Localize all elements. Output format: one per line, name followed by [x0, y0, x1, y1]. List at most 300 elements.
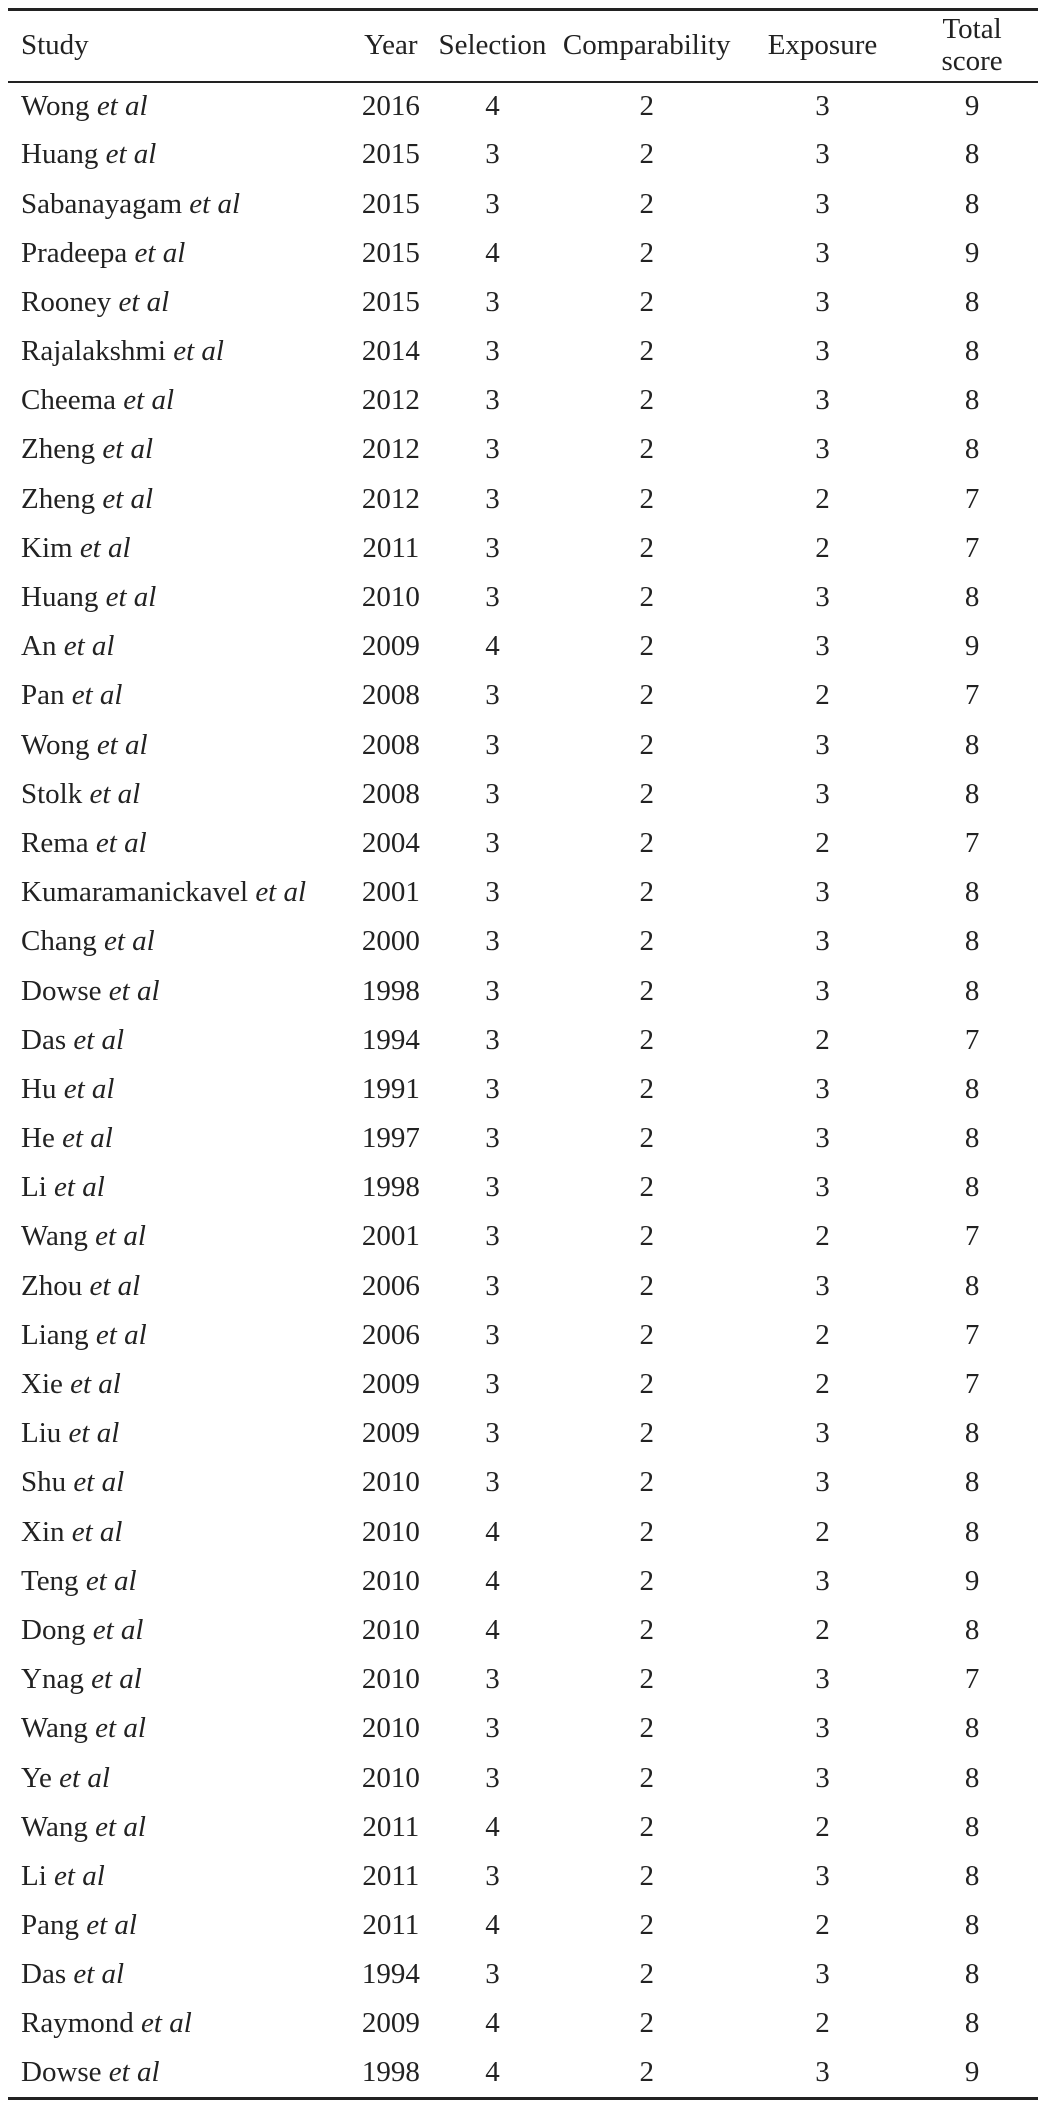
cell-study	[8, 278, 351, 327]
cell-year: 2008	[361, 728, 420, 761]
cell-exposure: 3	[815, 581, 830, 614]
cell-study	[8, 426, 351, 475]
cell-study	[8, 623, 351, 672]
cell-comparability: 2	[639, 531, 654, 564]
cell-exposure: 3	[815, 1122, 830, 1155]
study-author: Liang	[21, 1318, 89, 1351]
cell-study	[8, 819, 351, 868]
table-row	[8, 1852, 1038, 1901]
cell-total-score: 8	[964, 1072, 980, 1105]
cell-year: 2014	[361, 335, 420, 368]
study-author: Pradeepa	[21, 236, 128, 269]
study-et-al: et al	[123, 384, 175, 417]
cell-total-score: 8	[964, 187, 980, 220]
table-row	[8, 1114, 1038, 1163]
cell-selection: 3	[485, 974, 500, 1007]
cell-exposure: 2	[815, 1810, 830, 1843]
study-et-al: et al	[95, 1712, 146, 1745]
cell-total-score: 8	[964, 1810, 980, 1843]
table-row	[8, 770, 1038, 819]
cell-comparability: 2	[639, 1712, 654, 1745]
study-et-al: et al	[102, 433, 154, 466]
cell-total-score: 8	[964, 1269, 980, 1302]
cell-year: 2015	[361, 138, 420, 171]
cell-exposure: 2	[815, 1515, 830, 1548]
table-row	[8, 1803, 1038, 1852]
cell-selection: 4	[485, 1564, 500, 1597]
cell-comparability: 2	[639, 187, 654, 220]
table-row	[8, 967, 1038, 1016]
cell-comparability: 2	[639, 1564, 654, 1597]
study-author: Stolk	[21, 777, 83, 810]
table-row	[8, 918, 1038, 967]
cell-exposure: 2	[815, 531, 830, 564]
cell-total-score: 8	[964, 1122, 980, 1155]
cell-comparability: 2	[639, 384, 654, 417]
cell-total-score: 7	[964, 679, 980, 712]
study-author: Dowse	[21, 974, 102, 1007]
cell-total-score: 8	[964, 1515, 980, 1548]
cell-total-score: 8	[964, 1613, 980, 1646]
table-row	[8, 1065, 1038, 1114]
cell-exposure: 3	[815, 630, 830, 663]
cell-total-score: 8	[964, 581, 980, 614]
cell-study	[8, 1508, 351, 1557]
cell-year: 2015	[361, 236, 420, 269]
header-total-line2: score	[941, 44, 1003, 77]
cell-study	[8, 1311, 351, 1360]
study-et-al: et al	[73, 1958, 125, 1991]
cell-selection: 4	[485, 1810, 500, 1843]
cell-selection: 3	[485, 777, 500, 810]
study-et-al: et al	[108, 974, 160, 1007]
cell-exposure: 3	[815, 89, 830, 122]
cell-selection: 3	[485, 482, 500, 515]
cell-comparability: 2	[639, 433, 654, 466]
cell-total-score: 8	[964, 1417, 980, 1450]
cell-year: 2006	[361, 1318, 420, 1351]
cell-study	[8, 1410, 351, 1459]
study-et-al: et al	[71, 679, 123, 712]
table-row	[8, 475, 1038, 524]
table-row	[8, 180, 1038, 229]
study-et-al: et al	[105, 138, 157, 171]
table-row	[8, 229, 1038, 278]
cell-total-score: 8	[964, 335, 980, 368]
cell-comparability: 2	[639, 1515, 654, 1548]
cell-total-score: 8	[964, 285, 980, 318]
cell-total-score: 9	[964, 236, 980, 269]
cell-total-score: 8	[964, 925, 980, 958]
study-et-al: et al	[54, 1171, 105, 1204]
cell-comparability: 2	[639, 2007, 654, 2040]
table-row	[8, 1606, 1038, 1655]
table-row	[8, 1754, 1038, 1803]
cell-year: 2010	[361, 1712, 420, 1745]
cell-total-score: 7	[964, 482, 980, 515]
table-row	[8, 623, 1038, 672]
header-comparability: Comparability	[555, 10, 739, 82]
cell-total-score: 7	[964, 826, 980, 859]
study-author: Huang	[21, 138, 99, 171]
cell-comparability: 2	[639, 1663, 654, 1696]
cell-exposure: 3	[815, 1564, 830, 1597]
cell-selection: 3	[485, 285, 500, 318]
cell-year: 2000	[361, 925, 420, 958]
cell-year: 2008	[361, 679, 420, 712]
table-row	[8, 1016, 1038, 1065]
cell-exposure: 2	[815, 1023, 830, 1056]
cell-study	[8, 82, 351, 131]
study-author: Kim	[21, 531, 73, 564]
cell-study	[8, 377, 351, 426]
cell-selection: 4	[485, 2007, 500, 2040]
study-et-al: et al	[96, 89, 148, 122]
cell-exposure: 2	[815, 1909, 830, 1942]
cell-selection: 3	[485, 826, 500, 859]
cell-selection: 3	[485, 1368, 500, 1401]
cell-year: 2001	[361, 1220, 420, 1253]
cell-selection: 3	[485, 925, 500, 958]
cell-exposure: 3	[815, 1466, 830, 1499]
cell-exposure: 3	[815, 335, 830, 368]
cell-year: 2010	[361, 581, 420, 614]
study-author: Rema	[21, 826, 89, 859]
cell-study	[8, 1803, 351, 1852]
table-row	[8, 1557, 1038, 1606]
study-et-al: et al	[91, 1663, 142, 1696]
cell-total-score: 7	[964, 1220, 980, 1253]
cell-total-score: 7	[964, 1368, 980, 1401]
cell-total-score: 9	[964, 89, 980, 122]
cell-study	[8, 1901, 351, 1950]
study-author: Wong	[21, 89, 90, 122]
cell-total-score: 9	[964, 2055, 980, 2088]
cell-comparability: 2	[639, 1171, 654, 1204]
cell-year: 2009	[361, 2007, 420, 2040]
study-author: Zhou	[21, 1269, 83, 1302]
cell-exposure: 3	[815, 285, 830, 318]
study-et-al: et al	[89, 777, 141, 810]
cell-year: 2009	[361, 1417, 420, 1450]
cell-study	[8, 672, 351, 721]
study-et-al: et al	[118, 285, 170, 318]
cell-exposure: 3	[815, 925, 830, 958]
study-author: Cheema	[21, 384, 117, 417]
quality-score-table	[8, 8, 1038, 2100]
cell-total-score: 8	[964, 876, 980, 909]
study-et-al: et al	[59, 1761, 110, 1794]
study-author: Wang	[21, 1810, 88, 1843]
cell-study	[8, 721, 351, 770]
cell-selection: 3	[485, 679, 500, 712]
cell-year: 2010	[361, 1761, 420, 1794]
cell-selection: 3	[485, 531, 500, 564]
cell-year: 2009	[361, 630, 420, 663]
cell-comparability: 2	[639, 777, 654, 810]
cell-exposure: 3	[815, 433, 830, 466]
study-et-al: et al	[95, 1810, 146, 1843]
cell-year: 2006	[361, 1269, 420, 1302]
study-author: Huang	[21, 581, 99, 614]
cell-exposure: 3	[815, 2055, 830, 2088]
cell-year: 2015	[361, 285, 420, 318]
cell-year: 1998	[361, 1171, 420, 1204]
cell-exposure: 3	[815, 138, 830, 171]
study-author: Dong	[21, 1613, 86, 1646]
cell-comparability: 2	[639, 728, 654, 761]
cell-selection: 4	[485, 1909, 500, 1942]
cell-total-score: 8	[964, 2007, 980, 2040]
header-row	[8, 10, 1038, 82]
cell-exposure: 2	[815, 826, 830, 859]
header-total-line1: Total	[942, 12, 1002, 45]
cell-selection: 3	[485, 581, 500, 614]
cell-exposure: 3	[815, 1859, 830, 1892]
cell-comparability: 2	[639, 1417, 654, 1450]
cell-total-score: 8	[964, 1466, 980, 1499]
cell-selection: 4	[485, 1515, 500, 1548]
cell-exposure: 2	[815, 679, 830, 712]
cell-total-score: 7	[964, 531, 980, 564]
cell-study	[8, 180, 351, 229]
cell-total-score: 8	[964, 1859, 980, 1892]
cell-study	[8, 1164, 351, 1213]
cell-exposure: 2	[815, 1318, 830, 1351]
study-et-al: et al	[95, 826, 147, 859]
cell-comparability: 2	[639, 876, 654, 909]
cell-exposure: 2	[815, 482, 830, 515]
study-author: Hu	[21, 1072, 57, 1105]
table-row	[8, 1164, 1038, 1213]
cell-comparability: 2	[639, 335, 654, 368]
cell-comparability: 2	[639, 1122, 654, 1155]
cell-study	[8, 770, 351, 819]
cell-selection: 3	[485, 1663, 500, 1696]
cell-exposure: 2	[815, 1368, 830, 1401]
cell-year: 2012	[361, 433, 420, 466]
cell-selection: 3	[485, 1958, 500, 1991]
table-row	[8, 82, 1038, 131]
cell-year: 2016	[361, 89, 420, 122]
cell-total-score: 7	[964, 1663, 980, 1696]
cell-comparability: 2	[639, 581, 654, 614]
cell-comparability: 2	[639, 1613, 654, 1646]
cell-year: 2011	[362, 1859, 420, 1892]
study-author: Rooney	[21, 285, 112, 318]
cell-study	[8, 327, 351, 376]
study-author: Liu	[21, 1417, 62, 1450]
cell-selection: 3	[485, 1269, 500, 1302]
table-row	[8, 327, 1038, 376]
table-row	[8, 573, 1038, 622]
cell-year: 2001	[361, 876, 420, 909]
cell-selection: 4	[485, 630, 500, 663]
cell-exposure: 3	[815, 384, 830, 417]
cell-year: 1997	[361, 1122, 420, 1155]
cell-selection: 3	[485, 1712, 500, 1745]
study-author: Pang	[21, 1909, 79, 1942]
cell-selection: 3	[485, 1466, 500, 1499]
study-author: Xie	[21, 1368, 63, 1401]
header-selection: Selection	[430, 10, 554, 82]
cell-comparability: 2	[639, 1368, 654, 1401]
cell-year: 2011	[362, 1810, 420, 1843]
cell-exposure: 2	[815, 1613, 830, 1646]
study-author: He	[21, 1122, 55, 1155]
study-author: Rajalakshmi	[21, 335, 166, 368]
cell-total-score: 8	[964, 777, 980, 810]
cell-comparability: 2	[639, 630, 654, 663]
cell-exposure: 3	[815, 1072, 830, 1105]
study-author: Zheng	[21, 433, 96, 466]
cell-total-score: 9	[964, 630, 980, 663]
cell-comparability: 2	[639, 138, 654, 171]
table-row	[8, 131, 1038, 180]
header-year: Year	[351, 10, 430, 82]
cell-total-score: 9	[964, 1564, 980, 1597]
cell-exposure: 3	[815, 1269, 830, 1302]
cell-selection: 3	[485, 1417, 500, 1450]
cell-year: 1991	[361, 1072, 420, 1105]
table-row	[8, 869, 1038, 918]
cell-comparability: 2	[639, 89, 654, 122]
study-author: Teng	[21, 1564, 79, 1597]
study-et-al: et al	[79, 531, 131, 564]
cell-study	[8, 131, 351, 180]
study-author: Wang	[21, 1712, 88, 1745]
cell-total-score: 8	[964, 1909, 980, 1942]
cell-study	[8, 1656, 351, 1705]
table-header	[8, 10, 1038, 82]
table-row	[8, 426, 1038, 475]
cell-study	[8, 918, 351, 967]
cell-comparability: 2	[639, 826, 654, 859]
cell-year: 2004	[361, 826, 420, 859]
study-et-al: et al	[63, 630, 115, 663]
cell-comparability: 2	[639, 1318, 654, 1351]
cell-exposure: 3	[815, 974, 830, 1007]
study-et-al: et al	[70, 1368, 121, 1401]
study-et-al: et al	[108, 2055, 160, 2088]
cell-exposure: 2	[815, 1220, 830, 1253]
cell-exposure: 3	[815, 1417, 830, 1450]
cell-year: 1998	[361, 2055, 420, 2088]
study-et-al: et al	[134, 236, 186, 269]
table-row	[8, 1213, 1038, 1262]
cell-comparability: 2	[639, 679, 654, 712]
cell-comparability: 2	[639, 285, 654, 318]
cell-study	[8, 1852, 351, 1901]
cell-selection: 4	[485, 89, 500, 122]
cell-comparability: 2	[639, 1023, 654, 1056]
cell-total-score: 8	[964, 1958, 980, 1991]
cell-comparability: 2	[639, 974, 654, 1007]
cell-selection: 4	[485, 1613, 500, 1646]
cell-study	[8, 229, 351, 278]
cell-total-score: 8	[964, 1761, 980, 1794]
table-row	[8, 1410, 1038, 1459]
study-author: Dowse	[21, 2055, 102, 2088]
study-et-al: et al	[102, 482, 154, 515]
cell-selection: 4	[485, 2055, 500, 2088]
cell-comparability: 2	[639, 1072, 654, 1105]
cell-study	[8, 1360, 351, 1409]
cell-exposure: 3	[815, 1958, 830, 1991]
cell-selection: 3	[485, 384, 500, 417]
cell-selection: 3	[485, 187, 500, 220]
study-author: Li	[21, 1171, 47, 1204]
cell-exposure: 3	[815, 187, 830, 220]
cell-study	[8, 2049, 351, 2098]
study-author: Wong	[21, 728, 90, 761]
cell-year: 2008	[361, 777, 420, 810]
study-author: Das	[21, 1023, 67, 1056]
cell-study	[8, 1606, 351, 1655]
study-author: Zheng	[21, 482, 96, 515]
cell-study	[8, 1754, 351, 1803]
study-et-al: et al	[96, 728, 148, 761]
cell-year: 1994	[361, 1958, 420, 1991]
cell-study	[8, 1262, 351, 1311]
cell-selection: 3	[485, 1171, 500, 1204]
cell-selection: 3	[485, 1318, 500, 1351]
cell-study	[8, 2000, 351, 2049]
cell-study	[8, 475, 351, 524]
cell-selection: 3	[485, 138, 500, 171]
cell-comparability: 2	[639, 482, 654, 515]
cell-year: 2010	[361, 1663, 420, 1696]
cell-study	[8, 1016, 351, 1065]
cell-total-score: 8	[964, 1171, 980, 1204]
header-total-score	[906, 10, 1038, 82]
cell-selection: 3	[485, 876, 500, 909]
cell-year: 2010	[361, 1515, 420, 1548]
cell-study	[8, 1705, 351, 1754]
cell-comparability: 2	[639, 1269, 654, 1302]
cell-exposure: 3	[815, 1761, 830, 1794]
cell-total-score: 8	[964, 728, 980, 761]
study-et-al: et al	[62, 1122, 113, 1155]
study-author: Kumaramanickavel	[21, 876, 249, 909]
cell-comparability: 2	[639, 1958, 654, 1991]
cell-comparability: 2	[639, 1909, 654, 1942]
cell-year: 2012	[361, 384, 420, 417]
cell-total-score: 8	[964, 1712, 980, 1745]
table-row	[8, 1508, 1038, 1557]
cell-comparability: 2	[639, 1761, 654, 1794]
study-author: Wang	[21, 1220, 88, 1253]
header-exposure: Exposure	[739, 10, 906, 82]
table-row	[8, 819, 1038, 868]
cell-study	[8, 1213, 351, 1262]
study-et-al: et al	[73, 1466, 125, 1499]
cell-year: 2015	[361, 187, 420, 220]
study-author: Xin	[21, 1515, 65, 1548]
cell-total-score: 8	[964, 138, 980, 171]
cell-comparability: 2	[639, 2055, 654, 2088]
cell-study	[8, 1114, 351, 1163]
table-row	[8, 2000, 1038, 2049]
cell-selection: 3	[485, 1072, 500, 1105]
cell-total-score: 7	[964, 1023, 980, 1056]
table-body	[8, 82, 1038, 2099]
cell-selection: 4	[485, 236, 500, 269]
study-et-al: et al	[105, 581, 157, 614]
study-author: An	[21, 630, 57, 663]
table-row	[8, 1262, 1038, 1311]
cell-exposure: 3	[815, 1712, 830, 1745]
